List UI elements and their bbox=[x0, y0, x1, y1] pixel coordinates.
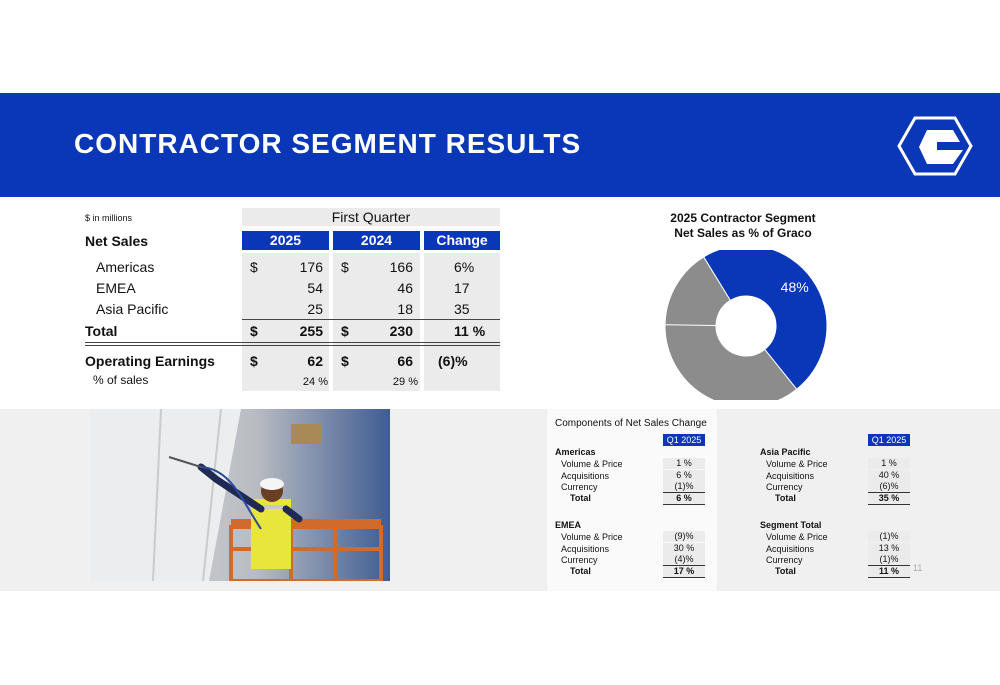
operating-currency: $ bbox=[341, 353, 349, 369]
block-item-value: (1)% bbox=[868, 531, 910, 542]
block-name: Segment Total bbox=[760, 520, 822, 530]
block-name: Americas bbox=[555, 447, 596, 457]
block-total-label: Total bbox=[775, 566, 796, 576]
row-label: Americas bbox=[96, 259, 155, 275]
block-item-value: 1 % bbox=[663, 458, 705, 469]
period-header: First Quarter bbox=[331, 209, 411, 225]
block-item-value: 30 % bbox=[663, 543, 705, 554]
block-item-label: Currency bbox=[766, 482, 803, 492]
row-label: EMEA bbox=[96, 280, 136, 296]
block-total-value: 11 % bbox=[868, 566, 910, 578]
pct-sales-label: % of sales bbox=[93, 373, 149, 387]
total-currency: $ bbox=[341, 323, 349, 339]
q1-badge: Q1 2025 bbox=[663, 434, 705, 446]
page-title: CONTRACTOR SEGMENT RESULTS bbox=[74, 128, 582, 159]
block-name: Asia Pacific bbox=[760, 447, 811, 457]
row-value-2024: 166 bbox=[389, 259, 413, 275]
chart-title-line2: Net Sales as % of Graco bbox=[674, 226, 812, 240]
block-total-label: Total bbox=[570, 493, 591, 503]
row-change: 6% bbox=[454, 259, 475, 275]
row-value-2025: 176 bbox=[299, 259, 323, 275]
page-number: 11 bbox=[913, 563, 923, 573]
total-top-rule bbox=[242, 319, 500, 320]
pct-sales-2025: 24 % bbox=[302, 376, 328, 388]
block-item-label: Volume & Price bbox=[561, 459, 623, 469]
operating-change: (6)% bbox=[438, 353, 468, 369]
block-item-label: Acquisitions bbox=[766, 471, 815, 481]
block-item-label: Acquisitions bbox=[561, 544, 610, 554]
block-name: EMEA bbox=[555, 520, 582, 530]
donut-chart bbox=[660, 250, 832, 400]
net-sales-label: Net Sales bbox=[85, 233, 149, 249]
col-change: Change bbox=[424, 231, 500, 250]
block-item-value: 40 % bbox=[868, 470, 910, 481]
block-item-value: (1)% bbox=[868, 554, 910, 566]
total-change: 11 % bbox=[454, 323, 486, 339]
block-item-label: Volume & Price bbox=[766, 459, 828, 469]
row-label: Asia Pacific bbox=[96, 301, 169, 317]
operating-label: Operating Earnings bbox=[85, 353, 215, 369]
operating-value-2025: 62 bbox=[307, 353, 323, 369]
block-item-label: Acquisitions bbox=[766, 544, 815, 554]
col-2025: 2025 bbox=[242, 231, 329, 250]
total-currency: $ bbox=[250, 323, 258, 339]
components-title: Components of Net Sales Change bbox=[555, 418, 707, 429]
block-item-value: (1)% bbox=[663, 481, 705, 493]
block-item-value: 13 % bbox=[868, 543, 910, 554]
total-value-2025: 255 bbox=[299, 323, 323, 339]
col-2024: 2024 bbox=[333, 231, 420, 250]
block-item-value: 1 % bbox=[868, 458, 910, 469]
total-value-2024: 230 bbox=[389, 323, 413, 339]
block-total-value: 6 % bbox=[663, 493, 705, 505]
block-total-label: Total bbox=[570, 566, 591, 576]
total-label: Total bbox=[85, 323, 118, 339]
operating-currency: $ bbox=[250, 353, 258, 369]
block-item-label: Currency bbox=[766, 555, 803, 565]
graco-logo-icon bbox=[897, 116, 975, 176]
operating-value-2024: 66 bbox=[397, 353, 413, 369]
total-bottom-rule bbox=[85, 342, 500, 343]
block-item-value: (9)% bbox=[663, 531, 705, 542]
donut-data-label: 48% bbox=[780, 278, 809, 295]
row-value-2025: 25 bbox=[307, 301, 323, 317]
total-bottom-rule bbox=[85, 345, 500, 346]
row-change: 17 bbox=[454, 280, 470, 296]
row-change: 35 bbox=[454, 301, 470, 317]
pct-sales-2024: 29 % bbox=[392, 376, 418, 388]
block-item-value: 6 % bbox=[663, 470, 705, 481]
row-value-2024: 46 bbox=[397, 280, 413, 296]
chart-title bbox=[640, 211, 846, 241]
units-note: $ in millions bbox=[85, 213, 133, 223]
block-item-label: Currency bbox=[561, 555, 598, 565]
block-total-label: Total bbox=[775, 493, 796, 503]
block-item-label: Volume & Price bbox=[561, 532, 623, 542]
row-currency: $ bbox=[250, 259, 258, 275]
block-item-value: (6)% bbox=[868, 481, 910, 493]
block-item-label: Volume & Price bbox=[766, 532, 828, 542]
block-item-value: (4)% bbox=[663, 554, 705, 566]
q1-badge: Q1 2025 bbox=[868, 434, 910, 446]
block-total-value: 35 % bbox=[868, 493, 910, 505]
block-item-label: Acquisitions bbox=[561, 471, 610, 481]
chart-title-line1: 2025 Contractor Segment bbox=[670, 211, 816, 225]
row-value-2024: 18 bbox=[397, 301, 413, 317]
row-value-2025: 54 bbox=[307, 280, 323, 296]
painter-photo-icon bbox=[91, 409, 390, 581]
block-total-value: 17 % bbox=[663, 566, 705, 578]
block-item-label: Currency bbox=[561, 482, 598, 492]
row-currency: $ bbox=[341, 259, 349, 275]
